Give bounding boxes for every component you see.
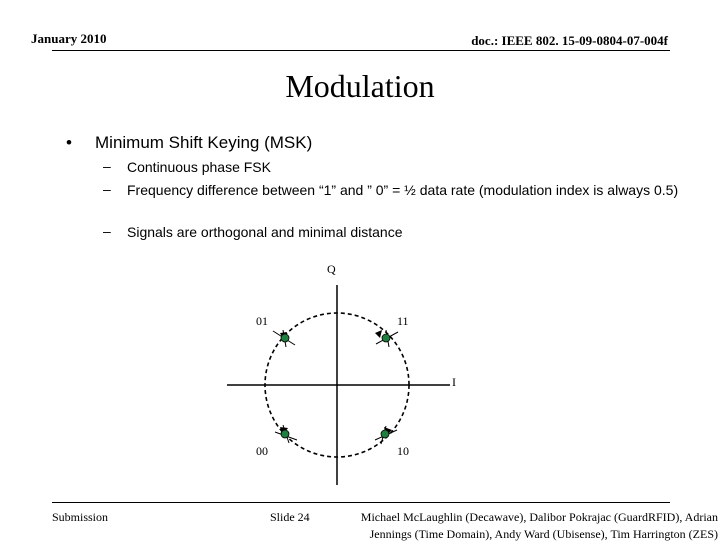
i-axis-label: I [452, 375, 456, 389]
constellation-point [281, 430, 289, 438]
arrowhead-icon [375, 330, 382, 338]
footer-slide-number: Slide 24 [270, 510, 310, 524]
point-label-11: 11 [397, 314, 409, 328]
slide-title: Modulation [285, 68, 435, 104]
point-11 [375, 330, 398, 347]
header-document-id: doc.: IEEE 802. 15-09-0804-07-004f [471, 33, 668, 48]
footer-authors-line-1: Michael McLaughlin (Decawave), Dalibor Pokrajac (GuardRFID), Adrian [360, 510, 718, 524]
sub-bullet-3: Signals are orthogonal and minimal distance [127, 224, 403, 240]
constellation-point [382, 334, 390, 342]
sub-bullet-2: Frequency difference between “1” and ” 0” = ½ data rate (modulation index is always 0.5) [127, 182, 679, 198]
footer-divider [52, 502, 670, 503]
sub-bullet-dash: – [103, 158, 111, 174]
sub-bullet-dash: – [103, 223, 111, 239]
point-label-01: 01 [256, 314, 268, 328]
point-10 [375, 426, 397, 444]
point-01 [273, 330, 295, 347]
constellation-point [281, 334, 289, 342]
sub-bullet-dash: – [103, 181, 111, 197]
bullet-marker: • [66, 133, 72, 152]
bullet-main: Minimum Shift Keying (MSK) [95, 133, 313, 152]
constellation-point [381, 430, 389, 438]
footer-authors [348, 509, 718, 543]
point-label-00: 00 [256, 444, 268, 458]
footer-authors-line-2: Jennings (Time Domain), Andy Ward (Ubisense), Tim Harrington (ZES) [369, 527, 718, 541]
point-00 [275, 425, 297, 443]
sub-bullet-1: Continuous phase FSK [127, 159, 271, 175]
point-label-10: 10 [397, 444, 409, 458]
footer-submission: Submission [52, 510, 109, 524]
header-date: January 2010 [31, 31, 107, 46]
q-axis-label: Q [327, 262, 336, 276]
